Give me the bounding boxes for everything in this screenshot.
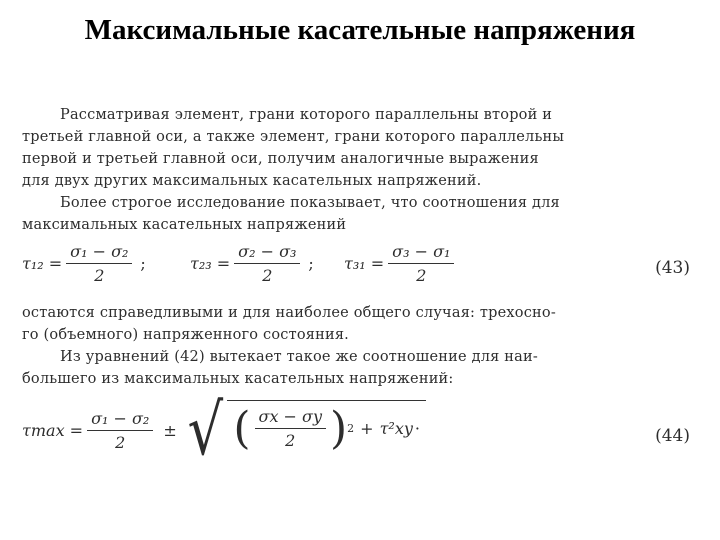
text-line: третьей главной оси, а также элемент, грани которого параллельны <box>22 129 565 145</box>
numerator: σ₃ − σ₁ <box>388 242 454 264</box>
tau-max-lhs: τmax = <box>22 420 84 440</box>
equation-number: (44) <box>655 426 690 446</box>
radical-icon: √ <box>187 389 223 471</box>
numerator: σx − σy <box>255 407 326 429</box>
scanned-text-block <box>22 104 698 524</box>
text-line: Из уравнений (42) вытекает такое же соотношение для наи- <box>60 349 538 365</box>
plus-minus-sign: ± <box>163 420 177 440</box>
equation-number: (43) <box>655 258 690 278</box>
slide-title: Максимальные касательные напряжения <box>84 14 636 46</box>
tau-23-formula <box>190 242 314 285</box>
fraction <box>255 407 326 450</box>
numerator: σ₁ − σ₂ <box>66 242 132 264</box>
fraction <box>388 242 454 285</box>
paragraph-2 <box>22 192 698 236</box>
text-line: го (объемного) напряженного состояния. <box>22 327 349 343</box>
tau-31-lhs: τ₃₁ = <box>344 254 385 273</box>
equation-44 <box>22 390 698 486</box>
tau-xy: τ²xy <box>379 419 413 438</box>
denominator: 2 <box>416 266 427 285</box>
plus-sign: + <box>360 419 374 438</box>
paragraph-3 <box>22 302 698 346</box>
tau-31-formula <box>344 242 458 285</box>
tau-23-lhs: τ₂₃ = <box>190 254 231 273</box>
text-line: для двух других максимальных касательных напряжений. <box>22 173 482 189</box>
radicand <box>227 400 426 454</box>
tau-12-formula <box>22 242 146 285</box>
denominator: 2 <box>262 266 273 285</box>
left-paren: ( <box>233 402 251 454</box>
equation-43 <box>22 236 698 302</box>
right-paren: ) <box>330 402 348 454</box>
separator: ; <box>140 254 146 273</box>
paragraph-4 <box>22 346 698 390</box>
text-line: остаются справедливыми и для наиболее общего случая: трехосно- <box>22 305 556 321</box>
fraction <box>234 242 300 285</box>
numerator: σ₂ − σ₃ <box>234 242 300 264</box>
text-line: Рассматривая элемент, грани которого параллельны второй и <box>60 107 553 123</box>
text-line: Более строгое исследование показывает, что соотношения для <box>60 195 560 211</box>
dot: · <box>414 419 420 438</box>
text-line: большего из максимальных касательных напряжений: <box>22 371 454 387</box>
paragraph-1 <box>22 104 698 192</box>
fraction <box>87 409 153 452</box>
denominator: 2 <box>94 266 105 285</box>
denominator: 2 <box>115 432 126 452</box>
tau-max-formula <box>22 389 426 471</box>
tau-12-lhs: τ₁₂ = <box>22 254 63 273</box>
separator: ; <box>308 254 314 273</box>
square-root <box>183 389 426 471</box>
text-line: первой и третьей главной оси, получим аналогичные выражения <box>22 151 539 167</box>
denominator: 2 <box>285 431 296 450</box>
fraction <box>66 242 132 285</box>
numerator: σ₁ − σ₂ <box>87 409 153 431</box>
text-line: максимальных касательных напряжений <box>22 217 347 233</box>
exponent: 2 <box>347 422 355 435</box>
